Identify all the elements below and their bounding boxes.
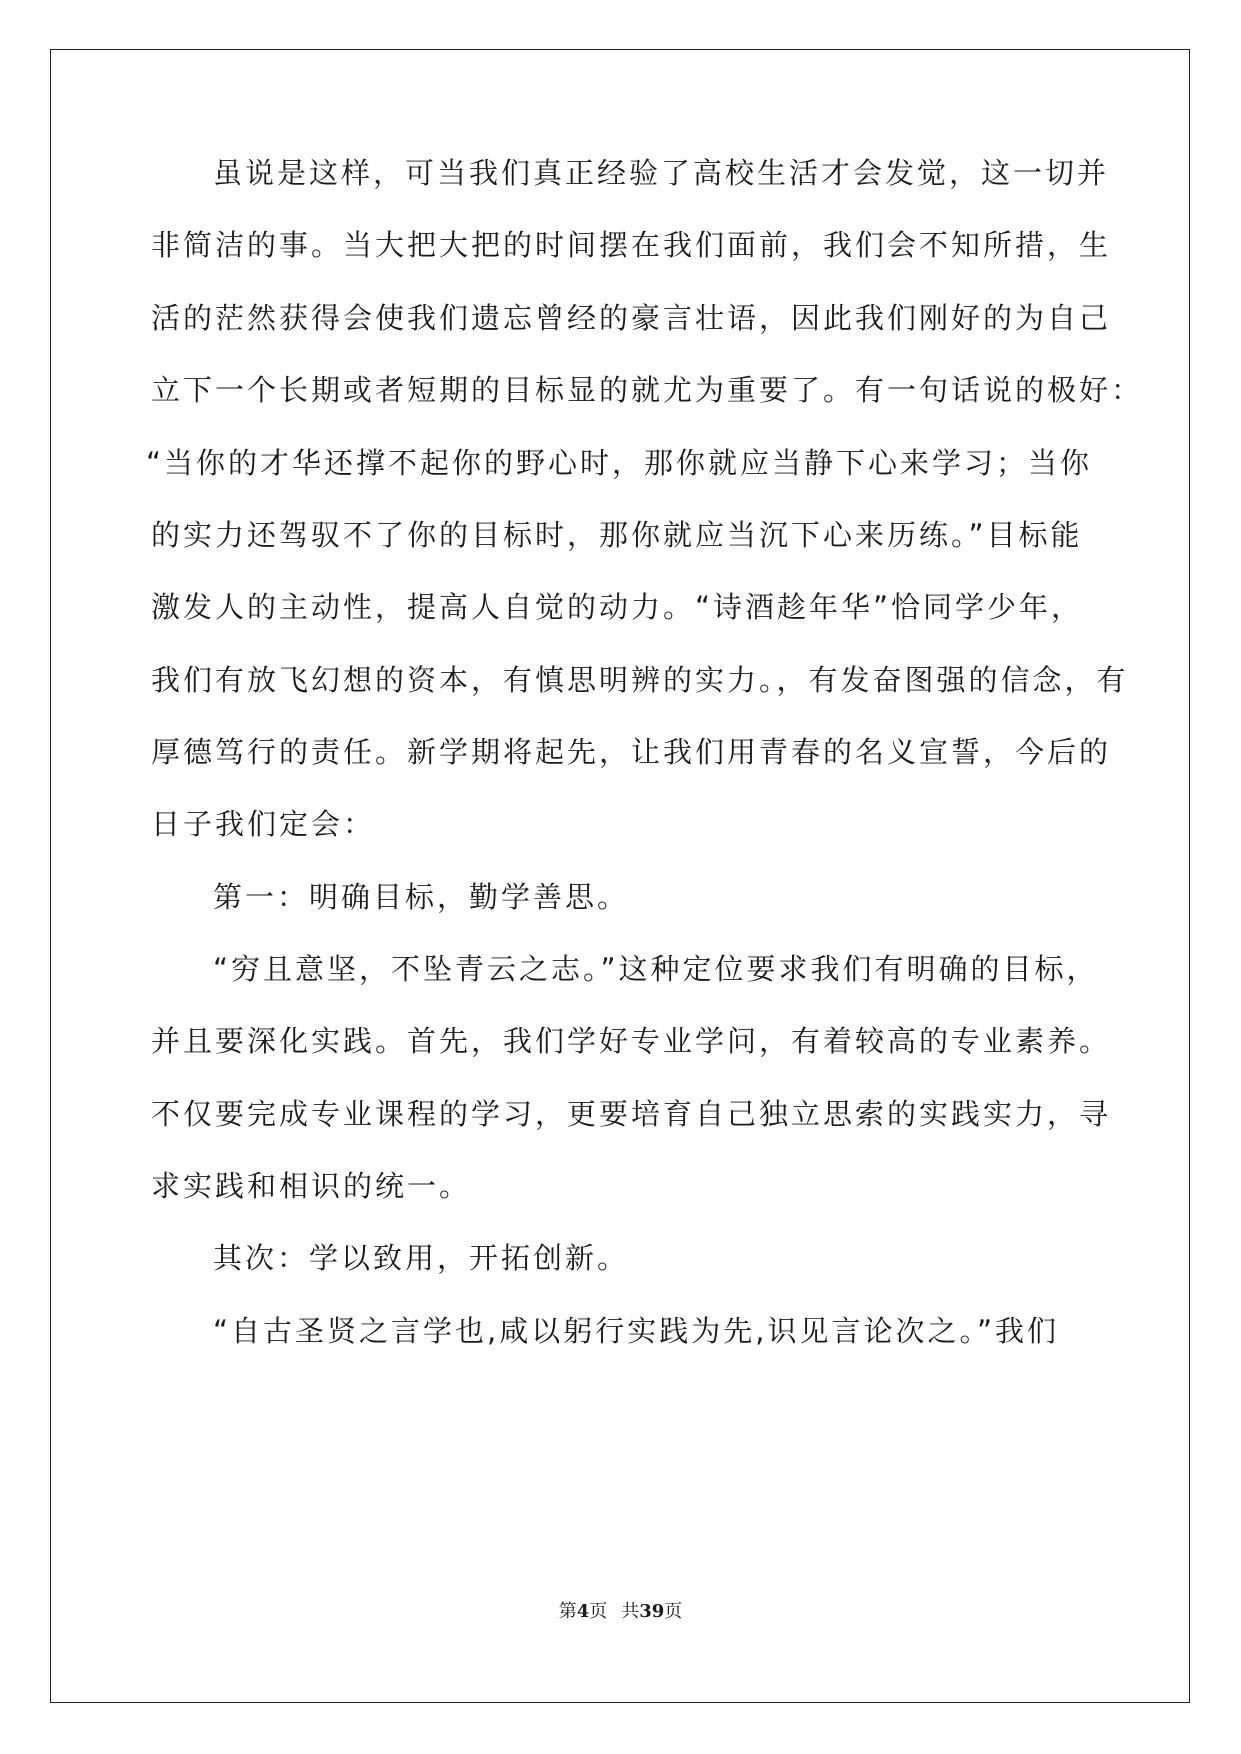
paragraph-line: “穷且意坚，不坠青云之志。”这种定位要求我们有明确的目标， xyxy=(213,952,1099,986)
footer-prefix: 第 xyxy=(558,1601,577,1622)
paragraph-line: 求实践和相识的统一。 xyxy=(151,1169,472,1203)
footer-total-prefix: 共 xyxy=(621,1601,640,1622)
section-heading: 第一：明确目标，勤学善思。 xyxy=(213,880,630,914)
current-page-number: 4 xyxy=(576,1601,590,1622)
page-footer xyxy=(0,1597,1241,1623)
total-pages-number: 39 xyxy=(639,1601,665,1622)
paragraph-line: 我们有放飞幻想的资本，有慎思明辨的实力。，有发奋图强的信念，有 xyxy=(151,663,1129,697)
paragraph-line: 厚德笃行的责任。新学期将起先，让我们用青春的名义宣誓，今后的 xyxy=(151,735,1112,769)
footer-page-unit: 页 xyxy=(589,1601,608,1622)
paragraph-line: “自古圣贤之言学也,咸以躬行实践为先,识见言论次之。”我们 xyxy=(213,1314,1059,1348)
paragraph-line: 非简洁的事。当大把大把的时间摆在我们面前，我们会不知所措，生 xyxy=(151,228,1112,262)
paragraph-line: 日子我们定会： xyxy=(151,807,376,841)
footer-total-unit: 页 xyxy=(664,1601,683,1622)
paragraph-line: 并且要深化实践。首先，我们学好专业学问，有着较高的专业素养。 xyxy=(151,1024,1112,1058)
paragraph-line: 不仅要完成专业课程的学习，更要培育自己独立思索的实践实力，寻 xyxy=(151,1097,1112,1131)
paragraph-line: 的实力还驾驭不了你的目标时，那你就应当沉下心来历练。”目标能 xyxy=(151,518,1083,552)
section-heading: 其次：学以致用，开拓创新。 xyxy=(213,1241,630,1275)
paragraph-line: 激发人的主动性，提高人自觉的动力。“诗酒趁年华”恰同学少年， xyxy=(151,590,1084,624)
paragraph-line: 虽说是这样，可当我们真正经验了高校生活才会发觉，这一切并 xyxy=(213,156,1110,190)
paragraph-line: “当你的才华还撑不起你的野心时，那你就应当静下心来学习；当你 xyxy=(146,446,1093,480)
paragraph-line: 立下一个长期或者短期的目标显的就尤为重要了。有一句话说的极好： xyxy=(151,373,1144,407)
paragraph-line: 活的茫然获得会使我们遗忘曾经的豪言壮语，因此我们刚好的为自己 xyxy=(151,301,1112,335)
